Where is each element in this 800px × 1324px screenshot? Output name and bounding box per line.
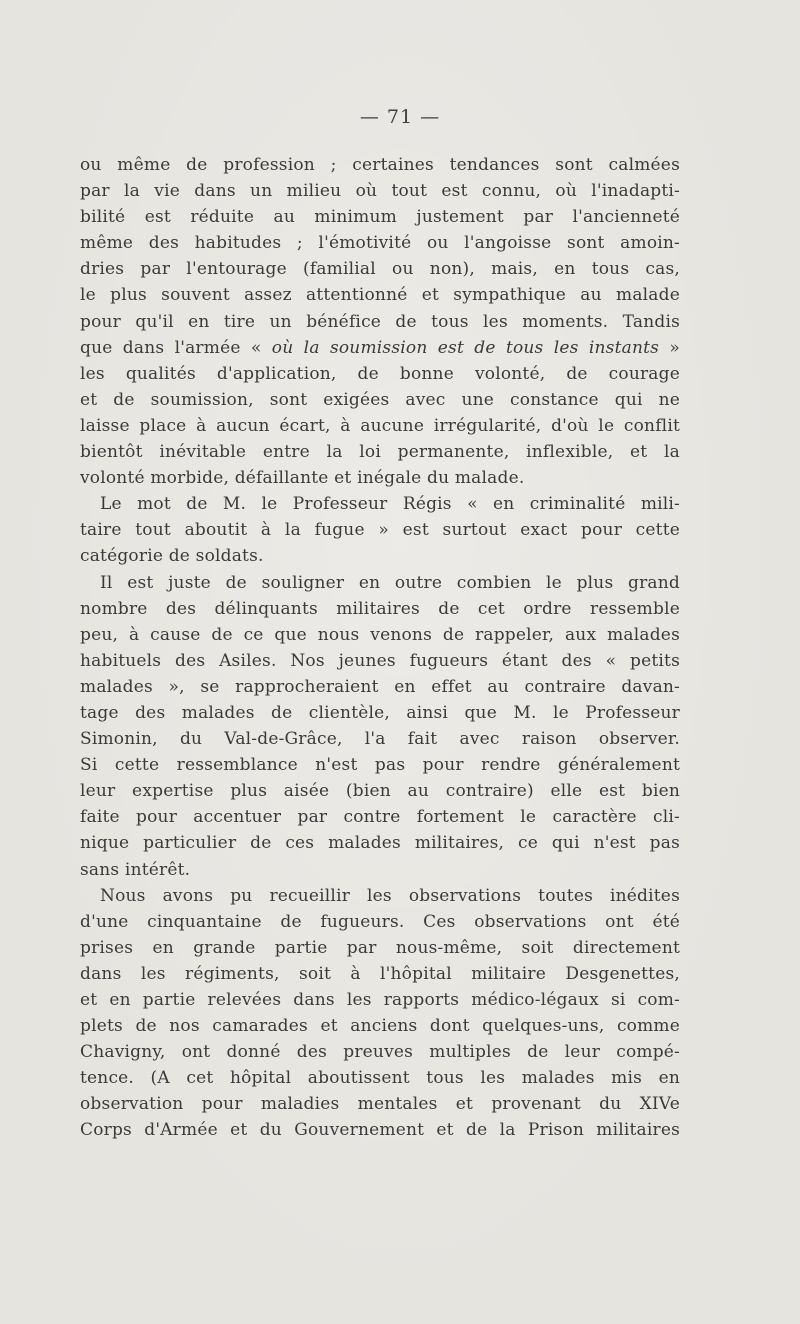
text-line-before-quote: que dans l'armée «	[80, 337, 272, 358]
italic-quote: où la soumission est de tous les instants	[271, 337, 660, 358]
text-line: Chavigny, ont donné des preuves multiples de leur compé-	[80, 1042, 680, 1063]
text-line: observation pour maladies mentales et provenant du XIVe	[80, 1094, 680, 1115]
text-line: volonté morbide, défaillante et inégale du malade.	[80, 468, 525, 489]
text-line: bilité est réduite au minimum justement par l'ancienneté	[80, 207, 680, 228]
body-text	[80, 152, 680, 1144]
text-line: tence. (A cet hôpital aboutissent tous les malades mis en	[80, 1068, 680, 1089]
paragraph-start-line: Il est juste de souligner en outre combien le plus grand	[100, 572, 680, 593]
text-line: tage des malades de clientèle, ainsi que M. le Professeur	[80, 702, 680, 723]
text-line: sans intérêt.	[80, 859, 191, 880]
text-line: taire tout aboutit à la fugue » est surtout exact pour cette	[80, 520, 680, 541]
text-line: dans les régiments, soit à l'hôpital militaire Desgenettes,	[80, 963, 680, 984]
text-line: malades », se rapprocheraient en effet au contraire davan-	[80, 676, 680, 697]
text-line: ou même de profession ; certaines tendances sont calmées	[80, 155, 680, 175]
text-line: faite pour accentuer par contre fortement le caractère cli-	[80, 807, 680, 828]
text-line: nique particulier de ces malades militaires, ce qui n'est pas	[80, 833, 680, 854]
text-line: Corps d'Armée et du Gouvernement et de la Prison militaires	[80, 1120, 680, 1141]
text-line: et en partie relevées dans les rapports médico-légaux si com-	[80, 990, 680, 1010]
text-line-with-italic	[80, 335, 680, 361]
text-line: pour qu'il en tire un bénéfice de tous les moments. Tandis	[80, 311, 680, 332]
page-number: — 71 —	[359, 106, 441, 128]
text-line: Simonin, du Val-de-Grâce, l'a fait avec raison observer.	[80, 729, 680, 750]
text-line: leur expertise plus aisée (bien au contraire) elle est bien	[80, 781, 680, 802]
text-line: peu, à cause de ce que nous venons de rappeler, aux malades	[80, 624, 680, 645]
text-line: par la vie dans un milieu où tout est connu, où l'inadapti-	[80, 181, 680, 202]
paragraph-start-line: Le mot de M. le Professeur Régis « en criminalité mili-	[100, 494, 680, 515]
text-line: et de soumission, sont exigées avec une constance qui ne	[80, 389, 680, 410]
text-line: le plus souvent assez attentionné et sympathique au malade	[80, 285, 680, 306]
text-line: habituels des Asiles. Nos jeunes fugueurs étant des « petits	[80, 650, 680, 671]
text-line: les qualités d'application, de bonne volonté, de courage	[80, 363, 680, 384]
text-line: plets de nos camarades et anciens dont quelques-uns, comme	[80, 1016, 680, 1037]
paragraph-start-line: Nous avons pu recueillir les observations toutes inédites	[100, 885, 680, 906]
text-line: bientôt inévitable entre la loi permanente, inflexible, et la	[80, 442, 680, 463]
text-line: laisse place à aucun écart, à aucune irrégularité, d'où le conflit	[80, 415, 680, 436]
text-line: Si cette ressemblance n'est pas pour rendre généralement	[80, 755, 680, 776]
text-line: d'une cinquantaine de fugueurs. Ces observations ont été	[80, 911, 680, 932]
text-line: nombre des délinquants militaires de cet ordre ressemble	[80, 598, 680, 619]
text-line: dries par l'entourage (familial ou non), mais, en tous cas,	[80, 259, 680, 280]
text-line: catégorie de soldats.	[80, 546, 264, 567]
text-line: même des habitudes ; l'émotivité ou l'angoisse sont amoin-	[80, 233, 680, 254]
text-line-after-quote: »	[659, 337, 680, 358]
text-line: prises en grande partie par nous-même, soit directement	[80, 937, 680, 958]
